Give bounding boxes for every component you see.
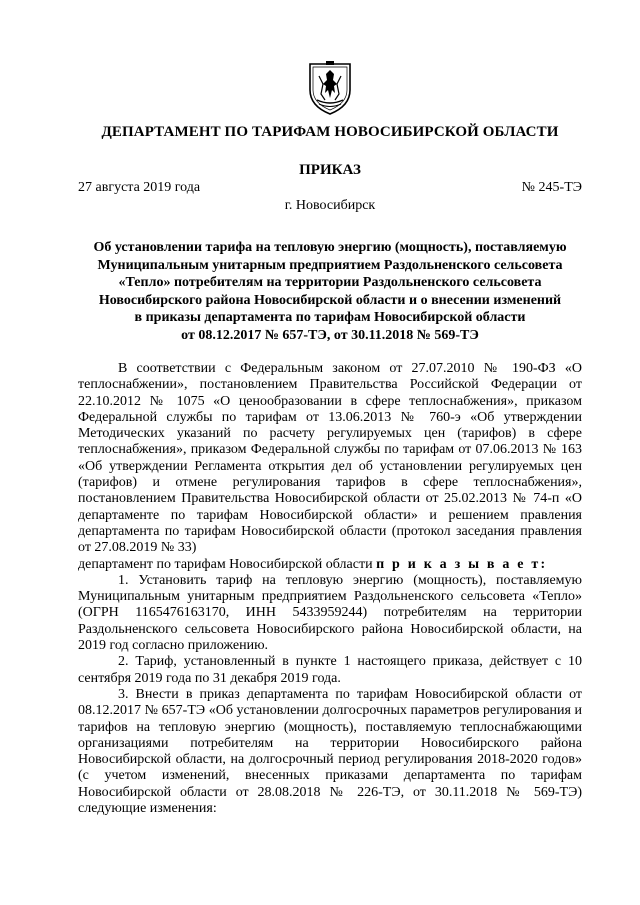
order-item-2: 2. Тариф, установленный в пункте 1 настоящего приказа, действует с 10 сентября 2019 года по 31 декабря 2019 года. <box>78 654 582 686</box>
order-number: № 245-ТЭ <box>521 180 582 195</box>
subject-line: в приказы департамента по тарифам Новосибирской области <box>134 310 526 325</box>
subject-line: Муниципальным унитарным предприятием Раздольненского сельсовета <box>97 257 563 273</box>
order-date: 27 августа 2019 года <box>78 180 201 195</box>
subject-line: Новосибирского района Новосибирской области и о внесении изменений <box>98 292 562 308</box>
order-item-3: 3. Внести в приказ департамента по тарифам Новосибирской области от 08.12.2017 № 657-ТЭ «Об установлении долгосрочных параметров регулирования и тарифов на тепловую энергию (мощность), поставляемую теплоснабжающими организациями потребителям на территории Новосибирского района Новосибирской области, на долгосрочный период регулирования 2018-2020 годов» (с учетом изменений, внесенных приказами департамента по тарифам Новосибирской области от 28.08.2018 № 226-ТЭ, от 30.11.2018 № 569-ТЭ) следующие изменения: <box>78 686 582 817</box>
subject-line: от 08.12.2017 № 657-ТЭ, от 30.11.2018 № 569-ТЭ <box>181 327 479 343</box>
coat-of-arms-icon <box>307 60 353 116</box>
subject-line: Об установлении тарифа на тепловую энергию (мощность), поставляемую <box>93 240 567 255</box>
order-item-1: 1. Установить тариф на тепловую энергию (мощность), поставляемую Муниципальным унитарным предприятием Раздольненского сельсовета «Тепло» (ОГРН 1165476163170, ИНН 5433959244) потребителям на территории Раздольненского сельсовета Новосибирского района Новосибирской области, на 2019 год согласно приложению. <box>78 572 582 654</box>
orders-lead: департамент по тарифам Новосибирской области <box>78 556 373 572</box>
document-type: ПРИКАЗ <box>299 162 361 178</box>
order-subject <box>78 239 582 344</box>
orders-line <box>78 557 582 573</box>
subject-line: «Тепло» потребителям на территории Раздольненского сельсовета <box>118 275 542 290</box>
preamble-paragraph: В соответствии с Федеральным законом от 27.07.2010 № 190-ФЗ «О теплоснабжении», постановлением Правительства Российской Федерации от 22.10.2012 № 1075 «О ценообразовании в сфере теплоснабжения», приказом Федеральной службы по тарифам от 13.06.2013 № 760-э «Об утверждении Методических указаний по расчету регулируемых цен (тарифов) в сфере теплоснабжения», приказом Федеральной службы по тарифам от 07.06.2013 № 163 «Об утверждении Регламента открытия дел об установлении регулируемых цен (тарифов) и отмене регулирования тарифов в сфере теплоснабжения», постановлением Правительства Новосибирской области от 25.02.2013 № 74-п «О департаменте по тарифам Новосибирской области» и решением правления департамента по тарифам Новосибирской области (протокол заседания правления от 27.08.2019 № 33) <box>78 361 582 556</box>
order-body <box>78 361 582 817</box>
city: г. Новосибирск <box>284 198 376 213</box>
department-name: ДЕПАРТАМЕНТ ПО ТАРИФАМ НОВОСИБИРСКОЙ ОБЛАСТИ <box>101 124 559 140</box>
date-number-row <box>78 180 582 196</box>
orders-word: п р и к а з ы в а е т: <box>376 556 548 572</box>
